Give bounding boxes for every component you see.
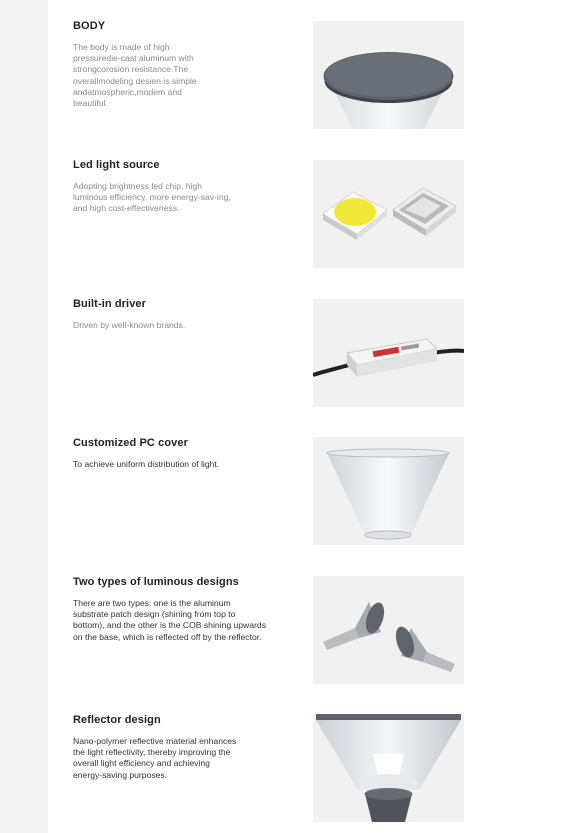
feature-title: BODY — [73, 20, 106, 32]
feature-section-body — [0, 0, 566, 139]
reflector-pair-icon — [313, 576, 464, 684]
feature-title: Two types of luminous designs — [73, 576, 239, 588]
feature-description: Driven by well-known brands. — [73, 320, 186, 330]
feature-section-luminous — [0, 556, 566, 695]
feature-title: Built-in driver — [73, 298, 147, 310]
feature-title: Customized PC cover — [73, 437, 188, 449]
feature-title: Reflector design — [73, 714, 161, 726]
feature-section-pc-cover — [0, 417, 566, 556]
led-driver-icon — [313, 299, 464, 407]
reflector-lamp-icon — [313, 714, 464, 822]
feature-description: To achieve uniform distribution of light. — [73, 459, 220, 469]
feature-description: Nano-polymer reflective material enhances the light reflectivity, thereby improving the overall light efficiency and achieving energy-saving purposes. — [73, 736, 237, 780]
feature-title: Led light source — [73, 159, 160, 171]
reflector-pair-image — [313, 576, 464, 684]
feature-description: There are two types: one is the aluminum substrate patch design (shining from top to bottom), and the other is the COB shining upwards on the base, which is reflected off by the reflector. — [73, 598, 266, 642]
led-chip-icon — [313, 160, 464, 268]
lamp-top-disc-icon — [313, 21, 464, 129]
feature-section-driver — [0, 278, 566, 417]
led-chip-image — [313, 160, 464, 268]
reflector-lamp-image — [313, 714, 464, 822]
pc-cover-image — [313, 437, 464, 545]
feature-section-reflector — [0, 694, 566, 833]
feature-description: The body is made of high pressuredie-cast aluminum with strongcorosion resistance.The overallmodeling desien is simple andatmospheric,modem and beautiful. — [73, 42, 197, 109]
led-driver-image — [313, 299, 464, 407]
pc-cover-icon — [313, 437, 464, 545]
feature-section-led — [0, 139, 566, 278]
lamp-top-disc-image — [313, 21, 464, 129]
feature-description: Adopting brightness led chip, high luminous efficiency, more energy-sav-ing, and high cost-effectiveness. — [73, 181, 231, 214]
